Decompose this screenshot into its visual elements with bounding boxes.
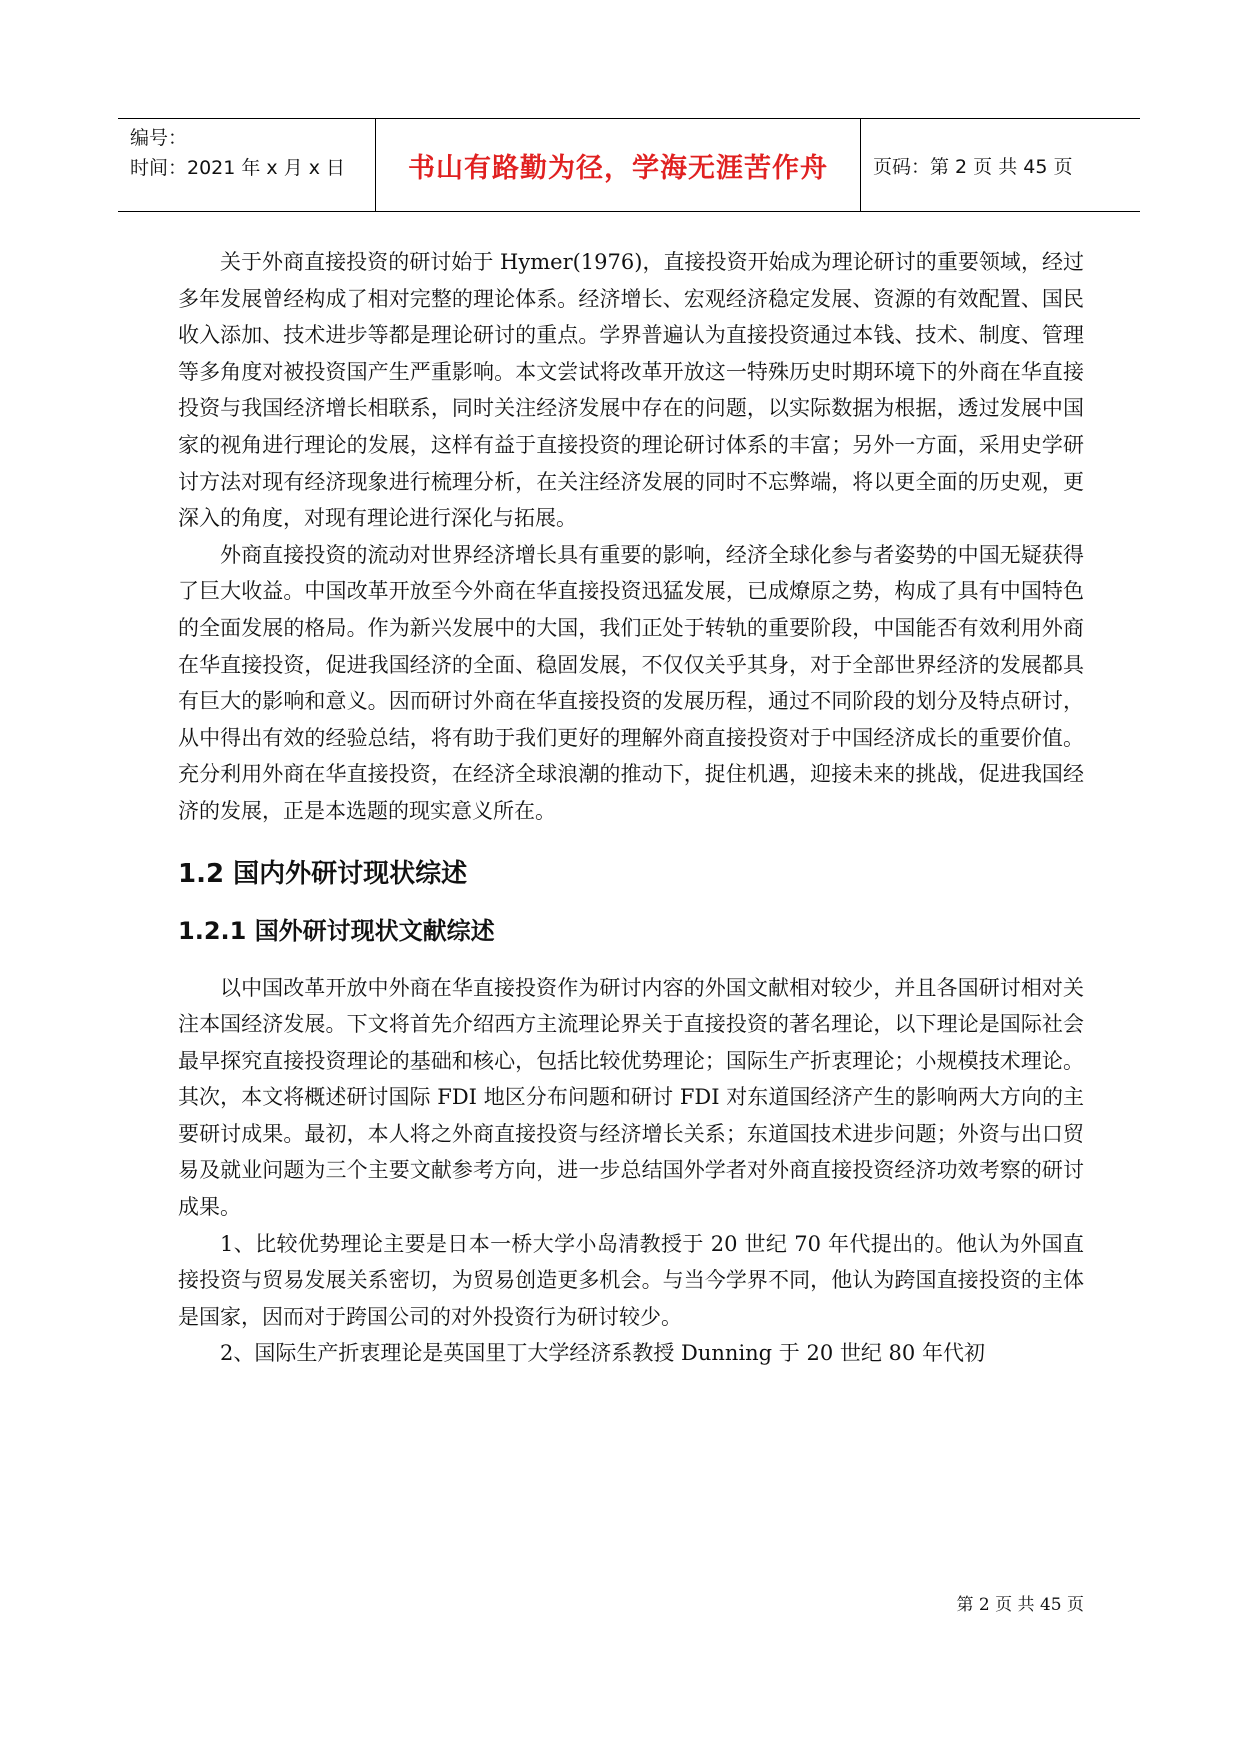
page-footer: 第 2 页 共 45 页 xyxy=(956,1595,1084,1615)
header-left-cell xyxy=(118,119,376,211)
paragraph-4: 1、比较优势理论主要是日本一桥大学小岛清教授于 20 世纪 70 年代提出的。他认为外国直接投资与贸易发展关系密切，为贸易创造更多机会。与当今学界不同，他认为跨国直接投资的主体是国家，因而对于跨国公司的对外投资行为研讨较少。 xyxy=(178,1231,1084,1329)
document-header xyxy=(118,118,1140,212)
header-page-cell xyxy=(861,119,1140,211)
number-label: 编号： xyxy=(130,127,188,149)
document-body xyxy=(178,244,1084,1372)
page-label: 页码：第 2 页 共 45 页 xyxy=(873,155,1073,178)
header-motto-cell xyxy=(376,119,861,211)
paragraph-5: 2、国际生产折衷理论是英国里丁大学经济系教授 Dunning 于 20 世纪 80 年代初 xyxy=(220,1341,985,1366)
section-heading-1-2-1: 1.2.1 国外研讨现状文献综述 xyxy=(178,916,495,945)
section-heading-1-2: 1.2 国内外研讨现状综述 xyxy=(178,858,468,889)
motto-text: 书山有路勤为径，学海无涯苦作舟 xyxy=(408,152,828,184)
paragraph-3: 以中国改革开放中外商在华直接投资作为研讨内容的外国文献相对较少，并且各国研讨相对关注本国经济发展。下文将首先介绍西方主流理论界关于直接投资的著名理论，以下理论是国际社会最早探究直接投资理论的基础和核心，包括比较优势理论；国际生产折衷理论；小规模技术理论。其次，本文将概述研讨国际 FDI 地区分布问题和研讨 FDI 对东道国经济产生的影响两大方向的主要研讨成果。最初，本人将之外商直接投资与经济增长关系；东道国技术进步问题；外资与出口贸易及就业问题为三个主要文献参考方向，进一步总结国外学者对外商直接投资经济功效考察的研讨成果。 xyxy=(178,975,1084,1220)
paragraph-1: 关于外商直接投资的研讨始于 Hymer(1976)，直接投资开始成为理论研讨的重要领域，经过多年发展曾经构成了相对完整的理论体系。经济增长、宏观经济稳定发展、资源的有效配置、国民收入添加、技术进步等都是理论研讨的重点。学界普遍认为直接投资通过本钱、技术、制度、管理等多角度对被投资国产生严重影响。本文尝试将改革开放这一特殊历史时期环境下的外商在华直接投资与我国经济增长相联系，同时关注经济发展中存在的问题，以实际数据为根据，透过发展中国家的视角进行理论的发展，这样有益于直接投资的理论研讨体系的丰富；另外一方面，采用史学研讨方法对现有经济现象进行梳理分析，在关注经济发展的同时不忘弊端，将以更全面的历史观，更深入的角度，对现有理论进行深化与拓展。 xyxy=(178,250,1084,531)
time-label: 时间：2021 年 x 月 x 日 xyxy=(130,157,346,179)
paragraph-2: 外商直接投资的流动对世界经济增长具有重要的影响，经济全球化参与者姿势的中国无疑获得了巨大收益。中国改革开放至今外商在华直接投资迅猛发展，已成燎原之势，构成了具有中国特色的全面发展的格局。作为新兴发展中的大国，我们正处于转轨的重要阶段，中国能否有效利用外商在华直接投资，促进我国经济的全面、稳固发展，不仅仅关乎其身，对于全部世界经济的发展都具有巨大的影响和意义。因而研讨外商在华直接投资的发展历程，通过不同阶段的划分及特点研讨，从中得出有效的经验总结，将有助于我们更好的理解外商直接投资对于中国经济成长的重要价值。充分利用外商在华直接投资，在经济全球浪潮的推动下，捉住机遇，迎接未来的挑战，促进我国经济的发展，正是本选题的现实意义所在。 xyxy=(178,542,1084,823)
